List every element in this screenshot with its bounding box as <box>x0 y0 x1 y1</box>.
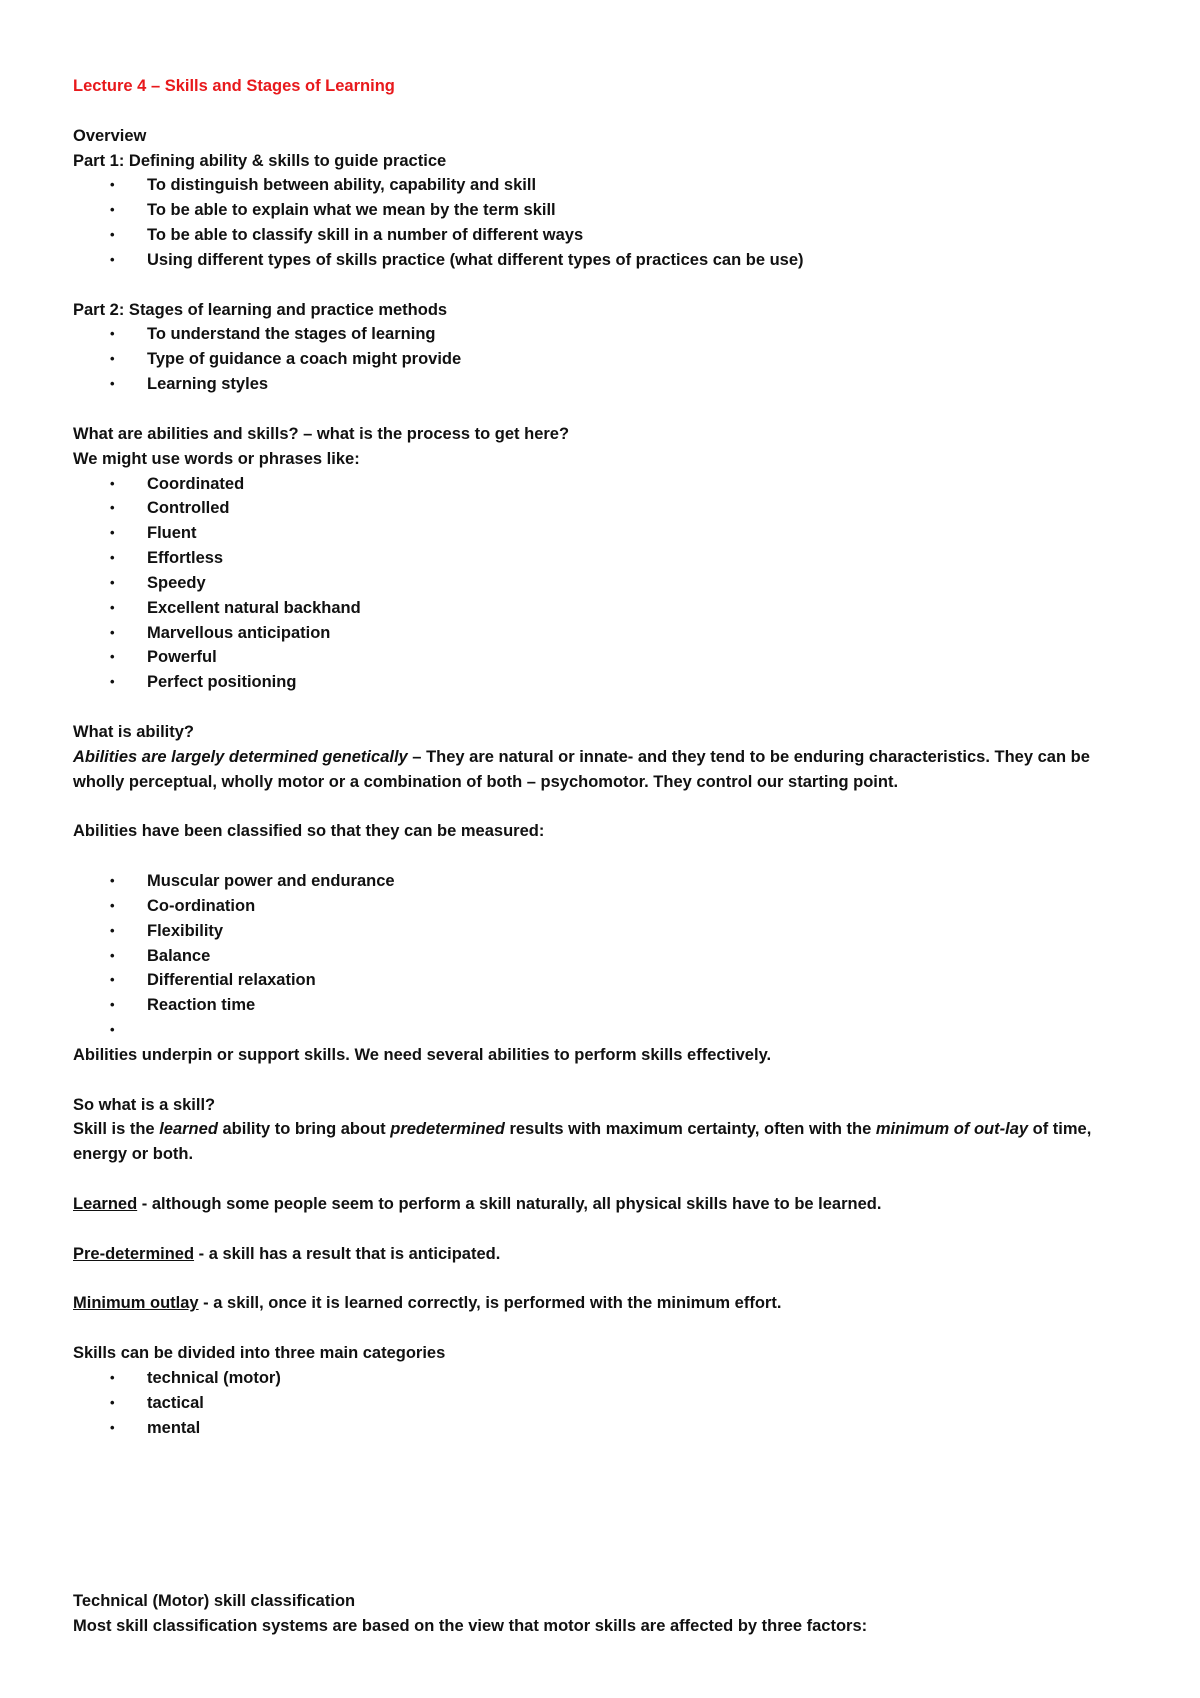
abilities-skills-heading: What are abilities and skills? – what is the process to get here? <box>73 424 570 443</box>
bullet-icon: • <box>110 1419 115 1435</box>
spacer <box>73 273 1135 298</box>
bullet-icon: • <box>110 500 115 516</box>
learned-definition <box>73 1192 1135 1217</box>
list-item <box>73 347 1135 372</box>
overview-heading: Overview <box>73 126 147 145</box>
list-item <box>73 894 1135 919</box>
ability-summary: Abilities underpin or support skills. We need several abilities to perform skills effectively. <box>73 1045 772 1064</box>
list-item-text: To understand the stages of learning <box>147 325 436 344</box>
list-item <box>73 546 1135 571</box>
spacer <box>73 1316 1135 1341</box>
skill-heading: So what is a skill? <box>73 1095 216 1114</box>
skill-categories-intro: Skills can be divided into three main categories <box>73 1344 446 1363</box>
skill-def-part: ability to bring about <box>217 1120 391 1139</box>
bullet-icon: • <box>110 574 115 590</box>
bullet-icon: • <box>110 897 115 913</box>
list-item-text: Fluent <box>147 524 197 543</box>
list-item <box>73 322 1135 347</box>
list-item-text: Co-ordination <box>147 896 256 915</box>
learned-text: - although some people seem to perform a skill naturally, all physical skills have to be learned. <box>137 1194 882 1213</box>
spacer <box>73 1167 1135 1192</box>
skill-definition <box>73 1117 1135 1167</box>
list-item-text: Using different types of skills practice (what different types of practices can be use) <box>147 250 804 269</box>
list-item <box>73 621 1135 646</box>
list-item <box>73 248 1135 273</box>
list-item <box>73 919 1135 944</box>
bullet-icon: • <box>110 1022 115 1038</box>
part1-list <box>73 173 1135 272</box>
bullet-icon: • <box>110 475 115 491</box>
bullet-icon: • <box>110 1394 115 1410</box>
abilities-skills-list <box>73 472 1135 696</box>
spacer <box>73 794 1135 819</box>
part2-heading: Part 2: Stages of learning and practice methods <box>73 300 448 319</box>
list-item <box>73 198 1135 223</box>
minimum-outlay-term: Minimum outlay <box>73 1294 199 1313</box>
bullet-icon: • <box>110 997 115 1013</box>
list-item <box>73 596 1135 621</box>
list-item-text: Flexibility <box>147 921 224 940</box>
minimum-outlay-text: - a skill, once it is learned correctly, is performed with the minimum effort. <box>198 1294 782 1313</box>
bullet-icon: • <box>110 873 115 888</box>
bullet-icon: • <box>110 972 115 988</box>
spacer <box>73 99 1135 124</box>
list-item-text: tactical <box>147 1393 204 1412</box>
ability-heading: What is ability? <box>73 722 195 741</box>
bullet-icon: • <box>110 177 115 193</box>
list-item <box>73 1018 1135 1043</box>
bullet-icon: • <box>110 227 115 243</box>
list-item-text: Type of guidance a coach might provide <box>147 350 462 369</box>
bullet-icon: • <box>110 1369 115 1385</box>
bullet-icon: • <box>110 525 115 541</box>
list-item <box>73 645 1135 670</box>
document-title: Lecture 4 – Skills and Stages of Learning <box>73 77 395 95</box>
spacer <box>73 1440 1135 1589</box>
list-item-text: Reaction time <box>147 996 256 1015</box>
list-item-text: Coordinated <box>147 474 245 493</box>
spacer <box>73 1068 1135 1093</box>
list-item-text: To be able to explain what we mean by the term skill <box>147 201 556 220</box>
list-item-text: Marvellous anticipation <box>147 623 331 642</box>
list-item <box>73 173 1135 198</box>
list-item <box>73 223 1135 248</box>
list-item-text: technical (motor) <box>147 1368 281 1387</box>
skill-def-minimum: minimum of out-lay <box>875 1120 1029 1139</box>
bullet-icon: • <box>110 251 115 267</box>
skill-def-part: Skill is the <box>73 1120 160 1139</box>
list-item-text: Differential relaxation <box>147 971 316 990</box>
bullet-icon: • <box>110 326 115 342</box>
bullet-icon: • <box>110 649 115 665</box>
list-item-text: mental <box>147 1418 201 1437</box>
list-item <box>73 496 1135 521</box>
list-item <box>73 944 1135 969</box>
bullet-icon: • <box>110 376 115 392</box>
bullet-icon: • <box>110 922 115 938</box>
part1-heading: Part 1: Defining ability & skills to guide practice <box>73 151 447 170</box>
list-item-text: To distinguish between ability, capability and skill <box>147 176 537 195</box>
list-item <box>73 670 1135 695</box>
list-item <box>73 1391 1135 1416</box>
list-item <box>73 968 1135 993</box>
list-item <box>73 993 1135 1018</box>
list-item-text: Balance <box>147 946 211 965</box>
list-item-text: Learning styles <box>147 375 269 394</box>
skill-def-predetermined: predetermined <box>390 1120 505 1139</box>
skill-def-part: of time, energy or both. <box>73 1120 1092 1164</box>
predetermined-definition <box>73 1242 1135 1267</box>
list-item-text: Muscular power and endurance <box>147 872 395 890</box>
spacer <box>73 695 1135 720</box>
bullet-icon: • <box>110 947 115 963</box>
list-item <box>73 1416 1135 1441</box>
skill-def-learned: learned <box>159 1120 218 1139</box>
list-item-text: To be able to classify skill in a number of different ways <box>147 226 584 245</box>
minimum-outlay-definition <box>73 1291 1135 1316</box>
list-item-text: Perfect positioning <box>147 673 297 692</box>
document-page <box>73 74 1135 1639</box>
bullet-icon: • <box>110 624 115 640</box>
list-item-text: Excellent natural backhand <box>147 598 361 617</box>
list-item-text: Speedy <box>147 573 206 592</box>
learned-term: Learned <box>73 1194 138 1213</box>
ability-definition-lead: Abilities are largely determined genetically <box>73 747 408 766</box>
ability-definition-text: – They are natural or innate- and they tend to be enduring characteristics. They can be wholly perceptual, wholly motor or a combination of both – psychomotor. They control our starting point. <box>73 747 1090 791</box>
part2-list <box>73 322 1135 397</box>
list-item-text: Effortless <box>147 549 224 568</box>
list-item-text: Powerful <box>147 648 217 667</box>
bullet-icon: • <box>110 674 115 690</box>
list-item <box>73 869 1135 894</box>
ability-classified-list <box>73 869 1135 1043</box>
list-item <box>73 372 1135 397</box>
bullet-icon: • <box>110 351 115 367</box>
spacer <box>73 1267 1135 1292</box>
list-item-text: Controlled <box>147 499 230 518</box>
abilities-skills-intro: We might use words or phrases like: <box>73 449 360 468</box>
spacer <box>73 397 1135 422</box>
list-item <box>73 472 1135 497</box>
list-item <box>73 521 1135 546</box>
spacer <box>73 844 1135 869</box>
ability-definition <box>73 745 1135 795</box>
list-item <box>73 1366 1135 1391</box>
ability-classified-intro: Abilities have been classified so that they can be measured: <box>73 822 545 841</box>
skill-categories-list <box>73 1366 1135 1441</box>
bullet-icon: • <box>110 202 115 218</box>
predetermined-term: Pre-determined <box>73 1244 195 1263</box>
technical-text: Most skill classification systems are based on the view that motor skills are affected by three factors: <box>73 1617 868 1636</box>
technical-heading: Technical (Motor) skill classification <box>73 1592 356 1611</box>
bullet-icon: • <box>110 599 115 615</box>
list-item <box>73 571 1135 596</box>
skill-def-part: results with maximum certainty, often with the <box>504 1120 876 1139</box>
bullet-icon: • <box>110 550 115 566</box>
spacer <box>73 1217 1135 1242</box>
predetermined-text: - a skill has a result that is anticipated. <box>194 1244 501 1263</box>
